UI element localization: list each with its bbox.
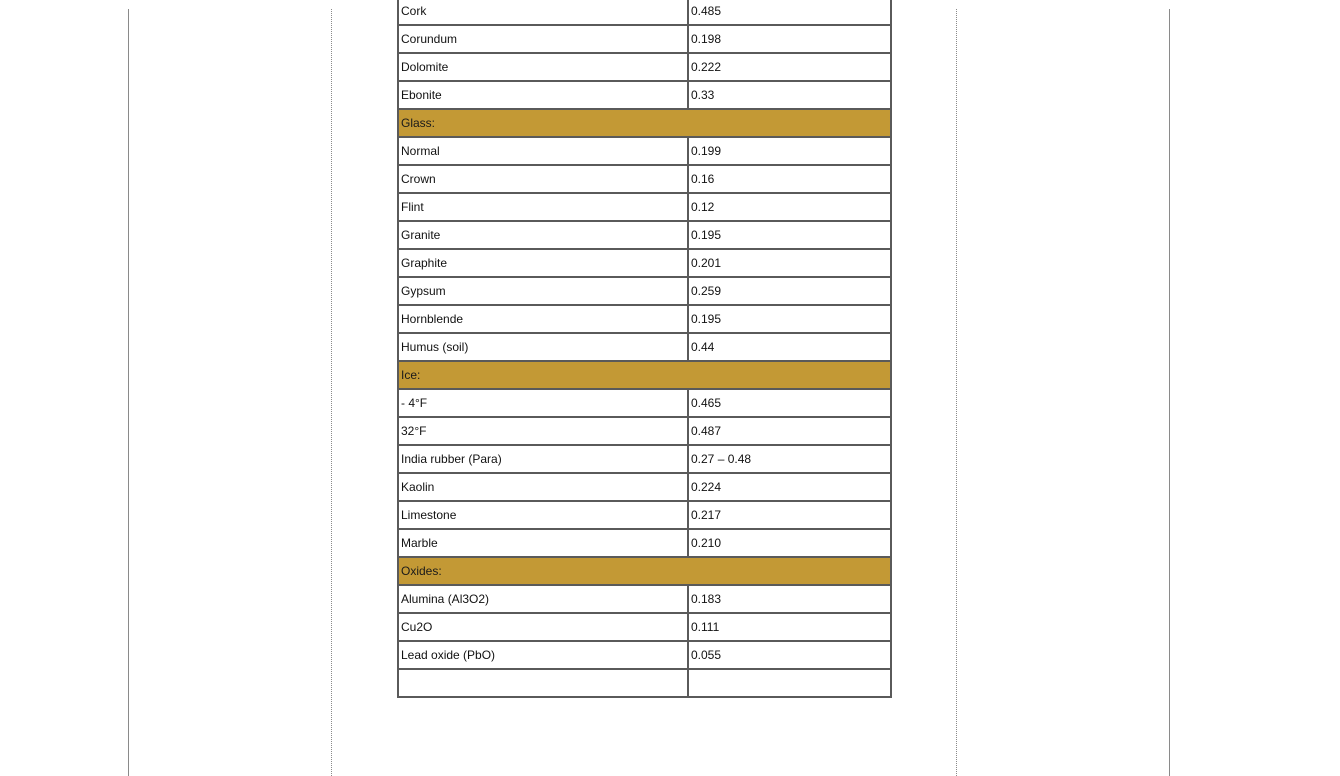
- table-row: [398, 641, 891, 669]
- table-row: [398, 277, 891, 305]
- table-row: [398, 137, 891, 165]
- specific-heat-value-cell: 0.12: [688, 193, 891, 221]
- specific-heat-value-cell: 0.199: [688, 137, 891, 165]
- specific-heat-value-cell: 0.217: [688, 501, 891, 529]
- table-row: [398, 249, 891, 277]
- material-name-cell: Normal: [398, 137, 688, 165]
- material-name-cell: Humus (soil): [398, 333, 688, 361]
- specific-heat-value-cell: 0.201: [688, 249, 891, 277]
- table-row: [398, 445, 891, 473]
- material-name-cell: Cu2O: [398, 613, 688, 641]
- specific-heat-value-cell: 0.195: [688, 221, 891, 249]
- specific-heat-value-cell: [688, 669, 891, 697]
- material-name-cell: [398, 669, 688, 697]
- specific-heat-value-cell: 0.487: [688, 417, 891, 445]
- specific-heat-value-cell: 0.465: [688, 389, 891, 417]
- left-column-rule: [128, 9, 129, 776]
- section-header-row: [398, 109, 891, 137]
- specific-heat-value-cell: 0.224: [688, 473, 891, 501]
- table-row: [398, 389, 891, 417]
- material-name-cell: Alumina (Al3O2): [398, 585, 688, 613]
- specific-heat-value-cell: 0.27 – 0.48: [688, 445, 891, 473]
- material-name-cell: Cork: [398, 0, 688, 25]
- specific-heat-table: [397, 0, 892, 698]
- material-name-cell: Crown: [398, 165, 688, 193]
- table-row: [398, 305, 891, 333]
- material-name-cell: 32°F: [398, 417, 688, 445]
- material-name-cell: - 4°F: [398, 389, 688, 417]
- table-row: [398, 613, 891, 641]
- right-column-rule: [1169, 9, 1170, 776]
- material-name-cell: Gypsum: [398, 277, 688, 305]
- material-name-cell: Hornblende: [398, 305, 688, 333]
- table-row: [398, 417, 891, 445]
- specific-heat-value-cell: 0.259: [688, 277, 891, 305]
- table-row: [398, 669, 891, 697]
- material-name-cell: Dolomite: [398, 53, 688, 81]
- table-row: [398, 193, 891, 221]
- specific-heat-value-cell: 0.44: [688, 333, 891, 361]
- table-row: [398, 81, 891, 109]
- specific-heat-value-cell: 0.222: [688, 53, 891, 81]
- table-body: [398, 0, 891, 697]
- specific-heat-value-cell: 0.055: [688, 641, 891, 669]
- section-header-label: Oxides:: [398, 557, 891, 585]
- specific-heat-value-cell: 0.183: [688, 585, 891, 613]
- specific-heat-value-cell: 0.195: [688, 305, 891, 333]
- right-dotted-rule: [956, 9, 957, 776]
- material-name-cell: Limestone: [398, 501, 688, 529]
- table-row: [398, 25, 891, 53]
- specific-heat-value-cell: 0.16: [688, 165, 891, 193]
- material-name-cell: Lead oxide (PbO): [398, 641, 688, 669]
- section-header-label: Ice:: [398, 361, 891, 389]
- table-row: [398, 165, 891, 193]
- material-name-cell: Ebonite: [398, 81, 688, 109]
- specific-heat-value-cell: 0.33: [688, 81, 891, 109]
- table-row: [398, 473, 891, 501]
- material-name-cell: Kaolin: [398, 473, 688, 501]
- table-row: [398, 0, 891, 25]
- table-row: [398, 221, 891, 249]
- material-name-cell: Marble: [398, 529, 688, 557]
- material-name-cell: India rubber (Para): [398, 445, 688, 473]
- material-name-cell: Graphite: [398, 249, 688, 277]
- specific-heat-value-cell: 0.210: [688, 529, 891, 557]
- table-row: [398, 333, 891, 361]
- section-header-row: [398, 557, 891, 585]
- table-row: [398, 501, 891, 529]
- specific-heat-value-cell: 0.485: [688, 0, 891, 25]
- material-name-cell: Flint: [398, 193, 688, 221]
- specific-heat-value-cell: 0.198: [688, 25, 891, 53]
- table-row: [398, 585, 891, 613]
- table-row: [398, 53, 891, 81]
- section-header-label: Glass:: [398, 109, 891, 137]
- table-row: [398, 529, 891, 557]
- section-header-row: [398, 361, 891, 389]
- left-dotted-rule: [331, 9, 332, 776]
- material-name-cell: Corundum: [398, 25, 688, 53]
- material-name-cell: Granite: [398, 221, 688, 249]
- specific-heat-value-cell: 0.111: [688, 613, 891, 641]
